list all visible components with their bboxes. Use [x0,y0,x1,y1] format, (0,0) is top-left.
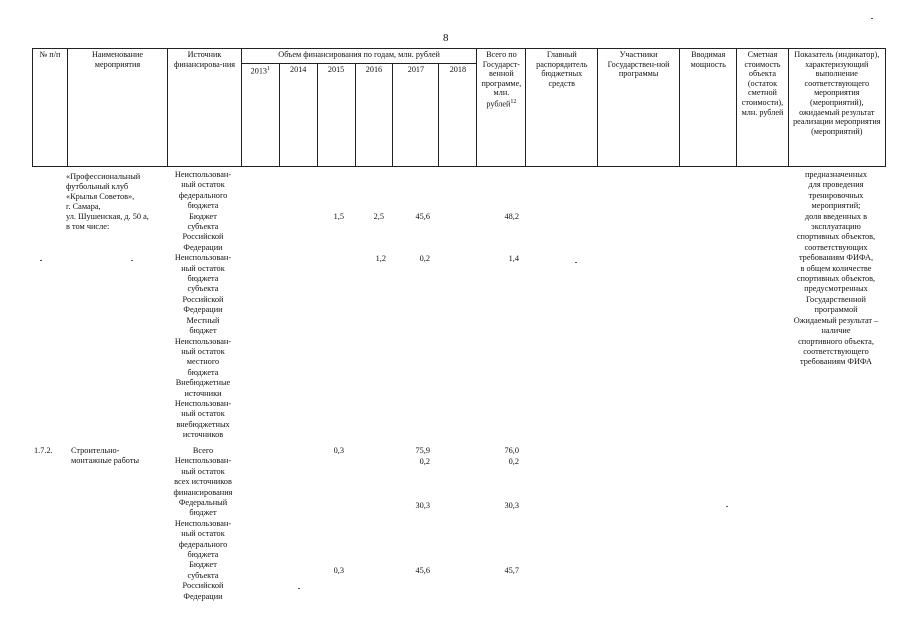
table-header [32,48,886,169]
source-line: Российской [182,294,224,304]
header-year-2013-mark: 1 [267,66,270,73]
indicator-line: тренировочных [808,190,864,200]
header-year-2016: 2016 [355,64,393,167]
source-line: Бюджет [189,560,217,570]
header-total-mark: 12 [510,98,517,105]
value-cell: 1,2 [375,254,386,263]
scan-speck [871,18,873,19]
item-number: 1.7.2. [34,446,53,455]
source-line: Неиспользован- [174,336,232,346]
header-year-2017: 2017 [393,64,439,167]
indicator-line: предусмотренных [804,284,868,294]
header-capacity: Вводимая мощность [680,49,737,167]
header-indicator: Показатель (индикатор), характеризующий выполнение соответствующего мероприятия (мероприятий), ожидаемый результат реализации мероприятия (мероприятий) [788,49,885,167]
source-line: внебюджетных [176,419,230,429]
source-line: федерального [178,539,228,549]
source-line: Неиспользован- [174,518,232,528]
source-line: финансирования [173,487,233,497]
scan-speck [40,260,42,261]
value-cell: 1,5 [333,212,344,221]
indicator-line: доля введенных в [804,211,868,221]
source-line: бюджет [189,508,217,518]
indicator-line: мероприятий; [811,201,861,211]
indicator-line: соответствующих [804,242,868,252]
source-line: местного [186,357,220,367]
indicator-line: наличие [821,326,851,336]
header-year-2018: 2018 [439,64,477,167]
source-line: субъекта [187,284,219,294]
source-line: бюджета [187,201,219,211]
value-cell: 45,7 [504,566,519,575]
indicator-line: для проведения [808,180,864,190]
source-line: Неиспользован- [174,398,232,408]
value-cell: 1,4 [508,254,519,263]
source-line: Федеральный [178,498,228,508]
object-name-line: г. Самара, [66,202,101,211]
item-name-line: Строительно- [71,446,120,455]
indicator-line: Ожидаемый результат – [793,315,879,325]
source-line: ный остаток [181,180,225,190]
value-cell: 0,3 [333,446,344,455]
scan-speck [726,506,728,507]
header-funding-group: Объем финансирования по годам, млн. рублей [241,49,476,64]
source-line: Неиспользован- [174,253,232,263]
indicator-line: спортивного объекта, [798,336,874,346]
scan-speck [298,588,300,589]
source-line: Неиспользован- [174,456,232,466]
header-year-2015: 2015 [317,64,355,167]
source-line: ный остаток [181,466,225,476]
value-cell: 0,2 [419,254,430,263]
source-line: источники [184,388,222,398]
source-line: ный остаток [181,263,225,273]
source-line: Всего [192,446,214,455]
source-line: Российской [182,232,224,242]
header-year-2013-text: 2013 [250,67,267,77]
source-line: субъекта [187,570,219,580]
source-line: бюджета [187,367,219,377]
source-line: Федерации [183,305,223,315]
header-participants: Участники Государствен-ной программы [598,49,680,167]
indicator-line: предназначенных [804,170,868,179]
object-name-line: «Профессиональный [66,172,141,181]
source-line: ный остаток [181,409,225,419]
object-name-line: футбольный клуб [66,182,129,191]
value-cell: 0,3 [333,566,344,575]
header-manager: Главный распорядитель бюджетных средств [526,49,598,167]
header-num: № п/п [33,49,68,167]
value-cell: 76,0 [504,446,519,455]
source-line: Федерации [183,591,223,601]
header-year-2013 [241,64,279,167]
header-estimated-cost: Сметная стоимость объекта (остаток сметной стоимости), млн. рублей [737,49,788,167]
source-line: ный остаток [181,529,225,539]
indicator-line: программой [814,305,858,315]
object-name-line: ул. Шушенская, д. 50 а, [66,212,149,221]
source-line: Местный [186,315,220,325]
value-cell: 30,3 [415,501,430,510]
source-line: источников [182,430,224,440]
value-cell: 48,2 [504,212,519,221]
source-line: бюджета [187,274,219,284]
header-year-2014: 2014 [279,64,317,167]
object-name-line: «Крылья Советов», [66,192,135,201]
indicator-line: спортивных объектов, [796,232,876,242]
source-line: бюджета [187,550,219,560]
header-source: Источник финансирова-ния [168,49,242,167]
source-line: Российской [182,581,224,591]
source-line: субъекта [187,222,219,232]
item-name-line: монтажные работы [71,456,140,465]
source-line: ный остаток [181,346,225,356]
source-line: федерального [178,190,228,200]
source-line: Федерации [183,242,223,252]
source-column-item [164,446,242,602]
value-cell: 30,3 [504,501,519,510]
indicator-column [787,170,885,368]
indicator-line: в общем количестве [800,263,872,273]
source-line: всех источников [174,477,232,487]
indicator-line: Государственной [805,294,866,304]
scan-speck [131,260,133,261]
header-total [477,49,526,167]
page-number: 8 [443,32,449,44]
header-name: Наименование мероприятия [67,49,167,167]
source-line: Бюджет [189,211,217,221]
value-cell: 0,2 [508,457,519,466]
value-cell: 45,6 [415,566,430,575]
indicator-line: эксплуатацию [811,222,861,232]
header-total-text: Всего по Государст-венной программе, млн. рублей [481,50,522,109]
indicator-line: требованиям ФИФА, [798,253,874,263]
value-cell: 45,6 [415,212,430,221]
source-line: Неиспользован- [174,170,232,179]
value-cell: 0,2 [419,457,430,466]
source-line: бюджет [189,326,217,336]
indicator-line: спортивных объектов, [796,274,876,284]
indicator-line: требованиям ФИФА [799,357,872,367]
scan-speck [575,262,577,263]
object-name-line: в том числе: [66,222,110,231]
source-column-top [164,170,242,441]
value-cell: 2,5 [373,212,384,221]
indicator-line: соответствующего [803,346,869,356]
value-cell: 75,9 [415,446,430,455]
source-line: Внебюджетные [175,378,231,388]
